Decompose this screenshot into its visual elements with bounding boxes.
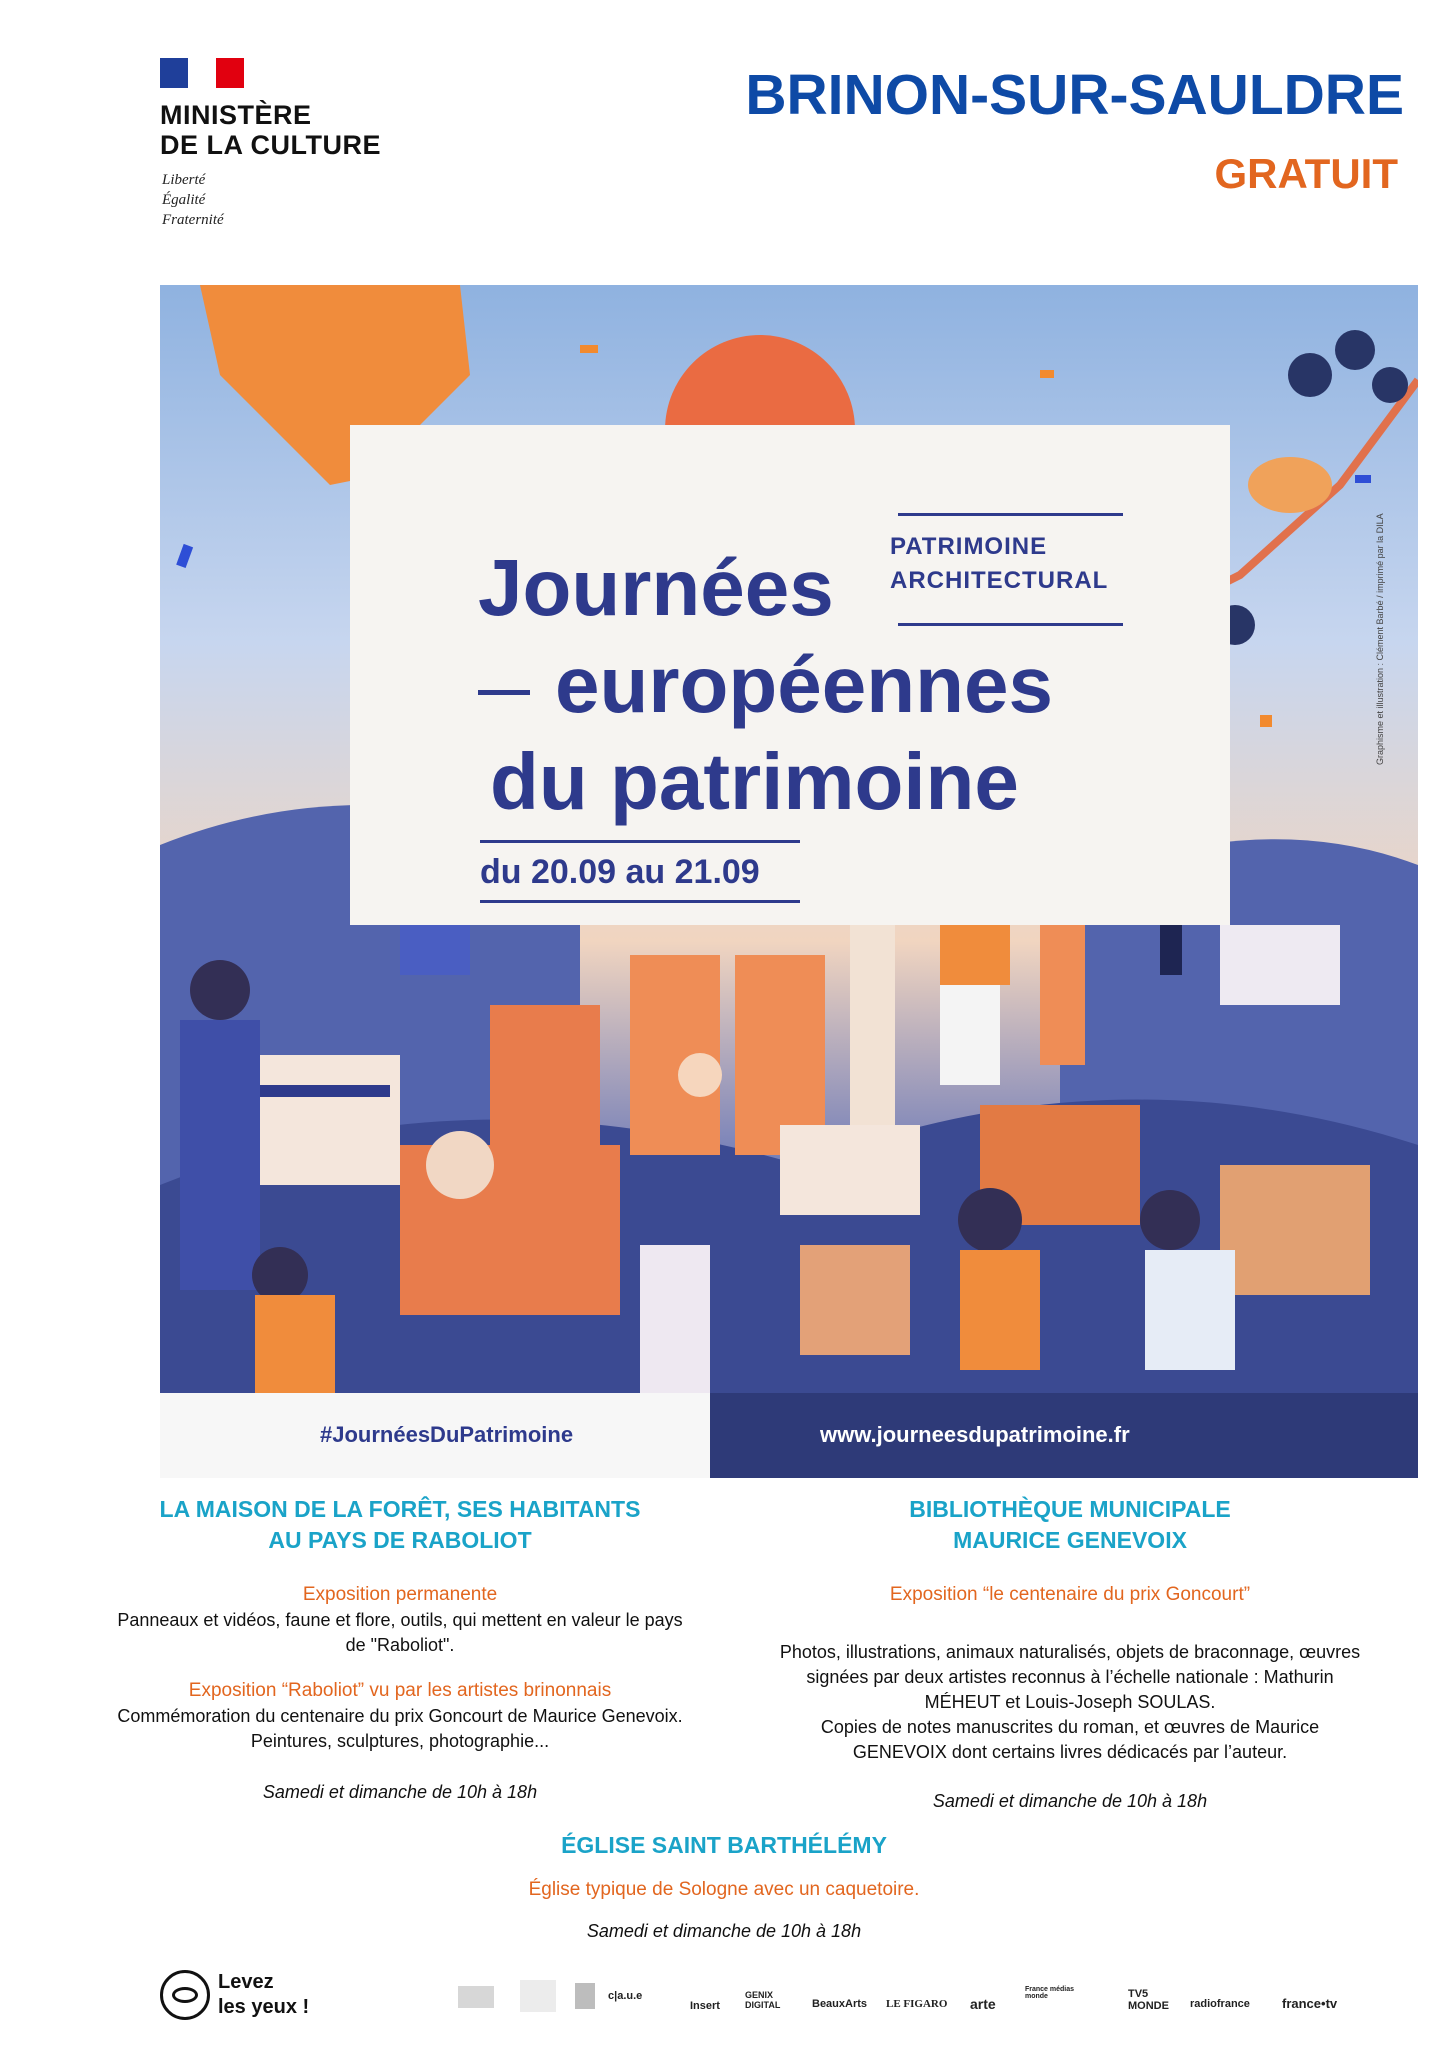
theme-label xyxy=(890,530,1130,598)
hashtag: #JournéesDuPatrimoine xyxy=(320,1422,574,1447)
partner-beauxarts: BeauxArts xyxy=(812,1998,868,2010)
bibliotheque-hours: Samedi et dimanche de 10h à 18h xyxy=(932,1791,1208,1811)
dates-rule-top xyxy=(480,840,800,843)
maison-title-line-2: AU PAYS DE RABOLIOT xyxy=(268,1527,532,1553)
bibliotheque-exhibit: Exposition “le centenaire du prix Goncourt” xyxy=(889,1584,1251,1605)
eye-icon xyxy=(172,1987,198,2003)
partner-tv5monde: TV5 MONDE xyxy=(1128,1988,1169,2012)
republic-motto xyxy=(162,170,224,230)
price-label: GRATUIT xyxy=(1214,150,1398,197)
maison-text-line-2: de "Raboliot". xyxy=(345,1635,455,1655)
partner-le-figaro: LE FIGARO xyxy=(886,1998,948,2010)
maison-foret-section xyxy=(80,1494,720,1803)
bibliotheque-section xyxy=(750,1494,1390,1812)
maison-exhibit-raboliot: Exposition “Raboliot” vu par les artistes brinonnais xyxy=(188,1680,612,1701)
town-name: BRINON-SUR-SAULDRE xyxy=(745,63,1404,127)
bibliotheque-text-line-2: signées par deux artistes reconnus à l’échelle nationale : Mathurin xyxy=(806,1667,1334,1687)
event-title-line-3: du patrimoine xyxy=(490,737,1019,826)
bibliotheque-title-line-2: MAURICE GENEVOIX xyxy=(953,1527,1187,1553)
event-title-line-2: européennes xyxy=(555,640,1053,729)
dates-rule-bottom xyxy=(480,900,800,903)
ministry-line-1: MINISTÈRE xyxy=(160,100,312,130)
event-dates: du 20.09 au 21.09 xyxy=(480,853,760,891)
partner-emblem-logo xyxy=(575,1983,595,2009)
levez-line-1: Levez xyxy=(218,1971,274,1993)
partner-arte: arte xyxy=(970,1996,996,2012)
eglise-hours: Samedi et dimanche de 10h à 18h xyxy=(586,1921,862,1941)
maison-exhibit-permanent: Exposition permanente xyxy=(302,1584,498,1605)
bibliotheque-text-line-5: GENEVOIX dont certains livres dédicacés par l’auteur. xyxy=(852,1742,1288,1762)
levez-les-yeux-text xyxy=(218,1970,309,2020)
bibliotheque-text-line-3: MÉHEUT et Louis-Joseph SOULAS. xyxy=(924,1692,1216,1712)
maison-title-line-1: LA MAISON DE LA FORÊT, SES HABITANTS xyxy=(159,1496,641,1522)
maison-text-line-1: Panneaux et vidéos, faune et flore, outils, qui mettent en valeur le pays xyxy=(117,1610,683,1630)
partner-insert: Insert xyxy=(690,2000,720,2012)
illustration-credit: Graphisme et illustration : Clément Barbé / imprimé par la DILA xyxy=(1375,513,1385,765)
ministry-line-2: DE LA CULTURE xyxy=(160,130,381,160)
motto-liberte: Liberté xyxy=(162,172,206,188)
bibliotheque-text-line-1: Photos, illustrations, animaux naturalisés, objets de braconnage, œuvres xyxy=(779,1642,1361,1662)
maison-text-line-4: Peintures, sculptures, photographie... xyxy=(250,1731,550,1751)
bibliotheque-title-line-1: BIBLIOTHÈQUE MUNICIPALE xyxy=(909,1496,1231,1522)
partner-france-medias-monde: France médias monde xyxy=(1025,1986,1075,2000)
eglise-title: ÉGLISE SAINT BARTHÉLÉMY xyxy=(561,1832,887,1858)
partner-francetv: france•tv xyxy=(1282,1996,1338,2011)
eglise-section xyxy=(300,1830,1148,1942)
eu-flag-logo xyxy=(458,1986,494,2008)
title-dash xyxy=(478,690,530,695)
maison-hours: Samedi et dimanche de 10h à 18h xyxy=(262,1782,538,1802)
motto-egalite: Égalité xyxy=(162,192,206,208)
theme-rule-bottom xyxy=(898,623,1123,626)
partner-genix-digital: GENIX DIGITAL xyxy=(745,1990,781,2010)
theme-line-1: PATRIMOINE xyxy=(890,533,1048,560)
bibliotheque-text-line-4: Copies de notes manuscrites du roman, et œuvres de Maurice xyxy=(820,1717,1320,1737)
theme-line-2: ARCHITECTURAL xyxy=(890,567,1109,594)
motto-fraternite: Fraternité xyxy=(162,212,224,228)
maison-text-line-3: Commémoration du centenaire du prix Goncourt de Maurice Genevoix. xyxy=(117,1706,683,1726)
council-europe-logo xyxy=(520,1980,556,2012)
event-title-line-1: Journées xyxy=(478,543,834,632)
event-poster xyxy=(160,285,1418,1478)
eglise-description: Église typique de Sologne avec un caquetoire. xyxy=(528,1879,920,1900)
website-link[interactable]: www.journeesdupatrimoine.fr xyxy=(820,1422,1130,1447)
ministry-name xyxy=(160,100,381,160)
levez-line-2: les yeux ! xyxy=(218,1996,310,2018)
republic-flag-logo xyxy=(160,58,244,88)
partner-caue: c|a.u.e xyxy=(608,1990,643,2002)
theme-rule-top xyxy=(898,513,1123,516)
partner-radiofrance: radiofrance xyxy=(1190,1998,1250,2010)
